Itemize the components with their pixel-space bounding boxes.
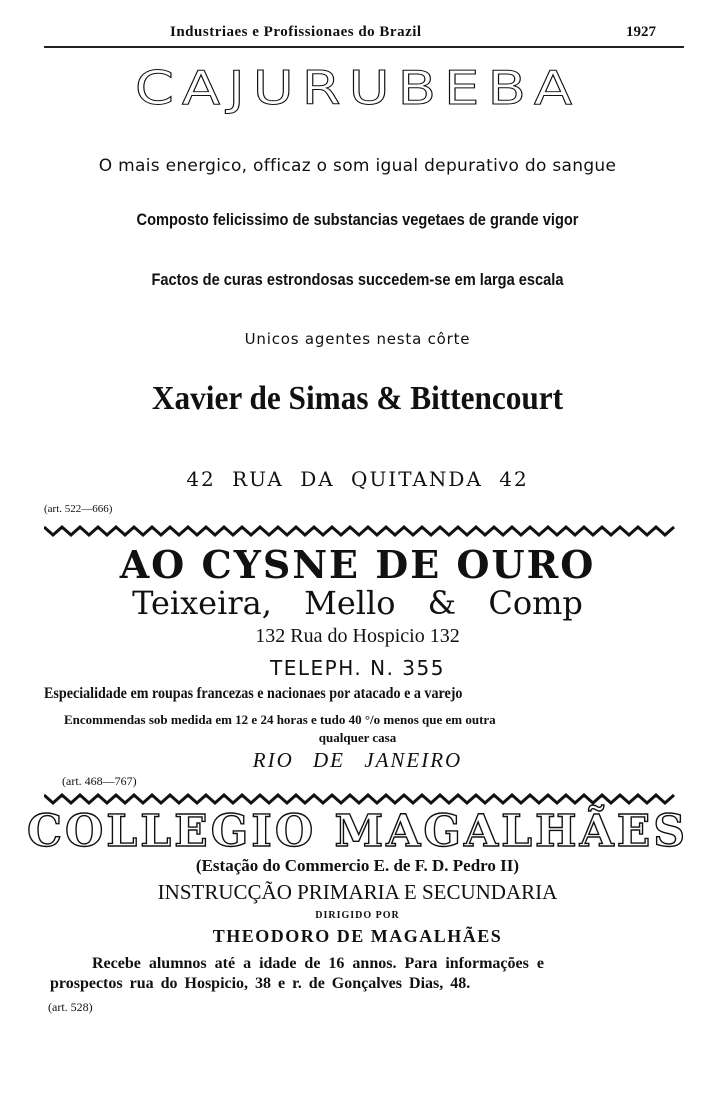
ad1-tagline: O mais energico, officaz o som igual depurativo do sangue [98, 156, 617, 176]
page-number: 1927 [626, 24, 656, 40]
header-rule [44, 46, 684, 48]
ad2-city: RIO DE JANEIRO [252, 748, 463, 772]
ad3-location: (Estação do Commercio E. de F. D. Pedro II) [195, 856, 520, 875]
ad3-director: THEODORO DE MAGALHÃES [212, 926, 503, 946]
ad1-title: CAJURUBEBA [134, 62, 581, 116]
ad2-address: 132 Rua do Hospicio 132 [255, 625, 460, 647]
ad3-article-ref: (art. 528) [48, 1000, 93, 1014]
ad1-article-ref: (art. 522—666) [44, 503, 113, 515]
zigzag-divider [44, 524, 678, 538]
ad1-composition: Composto felicissimo de substancias vegetaes de grande vigor [136, 210, 579, 229]
ad3-directed-by: DIRIGIDO POR [315, 910, 400, 921]
ad2-article-ref: (art. 468—767) [62, 774, 137, 788]
ad2-title: AO CYSNE DE OURO [119, 542, 596, 587]
ad2-firm-name: Teixeira, Mello & Comp [132, 584, 583, 622]
ad3-instruction: INSTRUCÇÃO PRIMARIA E SECUNDARIA [157, 880, 558, 904]
ad1-agents-label: Unicos agentes nesta côrte [244, 330, 471, 348]
zigzag-divider [44, 792, 678, 806]
ad1-testimonial: Factos de curas estrondosas succedem-se em larga escala [151, 270, 564, 289]
ad1-address: 42 RUA DA QUITANDA 42 [186, 467, 529, 491]
ad2-orders-cont: qualquer casa [318, 730, 397, 745]
running-header-title: Industriaes e Profissionaes do Brazil [170, 24, 422, 40]
ad1-agents-name: Xavier de Simas & Bittencourt [151, 380, 564, 417]
ad3-prospectus: prospectos rua do Hospicio, 38 e r. de Gonçalves Dias, 48. [50, 975, 471, 992]
ad2-specialty: Especialidade em roupas francezas e nacionaes por atacado e a varejo [44, 685, 463, 702]
ad2-orders: Encommendas sob medida em 12 e 24 horas e tudo 40 °/o menos que em outra [64, 712, 496, 727]
ad3-admission: Recebe alumnos até a idade de 16 annos. Para informações e [92, 955, 544, 972]
ad3-title: COLLEGIO MAGALHÃES [26, 806, 689, 857]
ad2-telephone: TELEPH. N. 355 [270, 656, 445, 680]
